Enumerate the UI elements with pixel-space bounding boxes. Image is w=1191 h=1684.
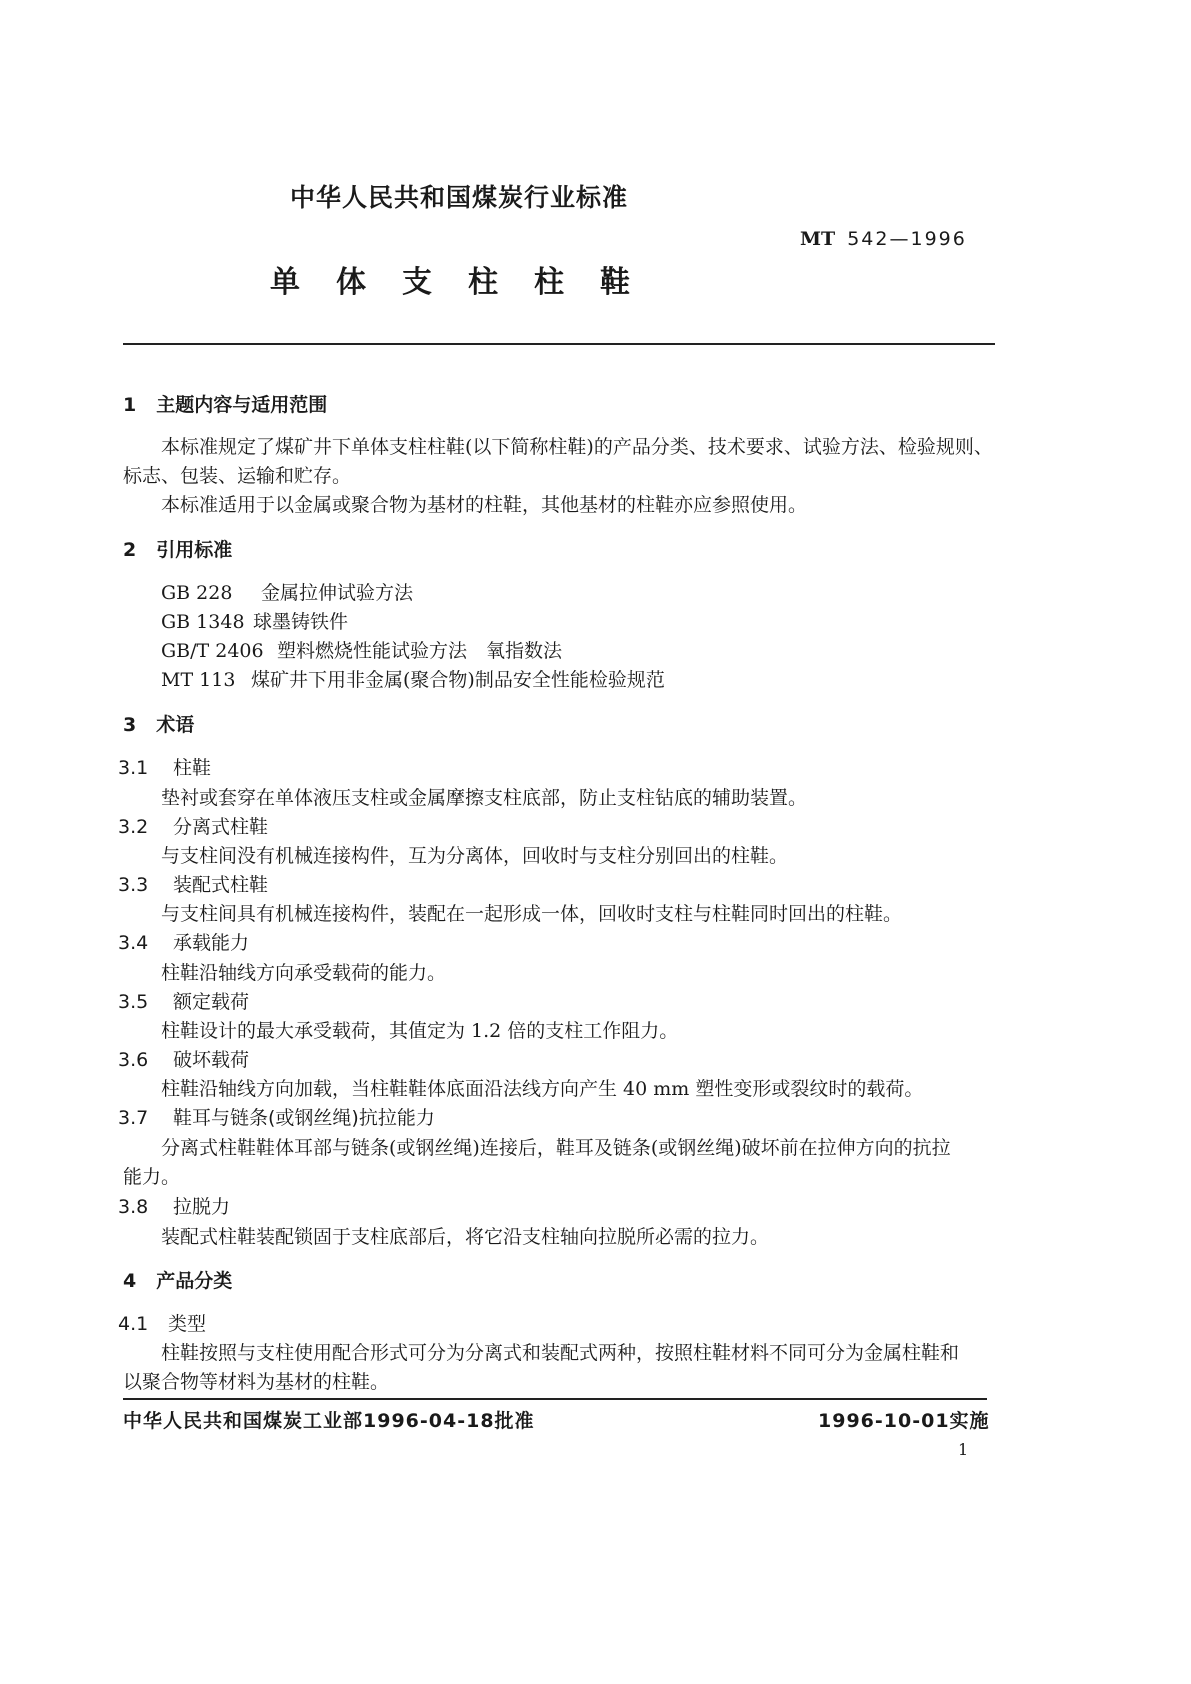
sec1-heading bbox=[123, 392, 327, 418]
std-number: 542—1996 bbox=[847, 228, 967, 250]
page-number: 1 bbox=[958, 1440, 969, 1459]
sec4-line2: 以聚合物等材料为基材的柱鞋。 bbox=[123, 1371, 390, 1393]
sec2-number: 2 bbox=[123, 539, 137, 561]
sec4-heading bbox=[123, 1268, 232, 1294]
ref-code: GB 228 bbox=[161, 582, 233, 604]
subsection-number: 4.1 bbox=[118, 1313, 149, 1335]
ref-item bbox=[161, 638, 562, 664]
sec1-number: 1 bbox=[123, 394, 137, 416]
term-number: 3.2 bbox=[118, 816, 149, 838]
title-char: 单 bbox=[270, 265, 300, 300]
term-heading bbox=[118, 1194, 230, 1220]
sec1-para1-line1: 本标准规定了煤矿井下单体支柱柱鞋(以下简称柱鞋)的产品分类、技术要求、试验方法、检验规则、 bbox=[161, 436, 993, 458]
term-definition: 装配式柱鞋装配锁固于支柱底部后，将它沿支柱轴向拉脱所必需的拉力。 bbox=[161, 1226, 770, 1248]
term-definition: 柱鞋沿轴线方向承受载荷的能力。 bbox=[161, 962, 447, 984]
ref-code: MT 113 bbox=[161, 669, 236, 691]
ref-code: GB/T 2406 bbox=[161, 640, 264, 662]
org-title: 中华人民共和国煤炭行业标准 bbox=[290, 183, 629, 212]
title-char: 支 bbox=[402, 265, 432, 300]
term-number: 3.6 bbox=[118, 1049, 149, 1071]
ref-name: 金属拉伸试验方法 bbox=[261, 582, 414, 604]
term-name: 承载能力 bbox=[173, 932, 250, 954]
term-name: 破坏载荷 bbox=[173, 1049, 250, 1071]
term-number: 3.4 bbox=[118, 932, 149, 954]
term-number: 3.7 bbox=[118, 1107, 149, 1129]
term-heading bbox=[118, 814, 268, 840]
term-name: 装配式柱鞋 bbox=[173, 874, 269, 896]
term-definition: 柱鞋设计的最大承受载荷，其值定为 1.2 倍的支柱工作阻力。 bbox=[161, 1020, 679, 1042]
sec1-title: 主题内容与适用范围 bbox=[156, 394, 328, 416]
term-name: 额定载荷 bbox=[173, 991, 250, 1013]
ref-item bbox=[161, 580, 413, 606]
term-definition: 与支柱间没有机械连接构件，互为分离体，回收时与支柱分别回出的柱鞋。 bbox=[161, 845, 789, 867]
doc-title bbox=[270, 257, 640, 301]
sec2-title: 引用标准 bbox=[156, 539, 233, 561]
title-char: 体 bbox=[336, 265, 366, 300]
footer-rule bbox=[123, 1398, 987, 1400]
subsection-heading bbox=[118, 1311, 206, 1337]
ref-item bbox=[161, 667, 665, 693]
term-heading bbox=[118, 989, 249, 1015]
sec4-number: 4 bbox=[123, 1270, 137, 1292]
std-code bbox=[800, 228, 967, 250]
sec1-para2: 本标准适用于以金属或聚合物为基材的柱鞋，其他基材的柱鞋亦应参照使用。 bbox=[161, 494, 808, 516]
term-number: 3.5 bbox=[118, 991, 149, 1013]
term-name: 鞋耳与链条(或钢丝绳)抗拉能力 bbox=[173, 1107, 435, 1129]
term-heading bbox=[118, 1105, 435, 1131]
sec4-line1: 柱鞋按照与支柱使用配合形式可分为分离式和装配式两种，按照柱鞋材料不同可分为金属柱鞋和 bbox=[161, 1342, 960, 1364]
effective-date: 1996-10-01实施 bbox=[818, 1410, 990, 1432]
ref-name: 塑料燃烧性能试验方法 氧指数法 bbox=[277, 640, 563, 662]
term-definition: 柱鞋沿轴线方向加载，当柱鞋鞋体底面沿法线方向产生 40 mm 塑性变形或裂纹时的载荷。 bbox=[161, 1078, 924, 1100]
title-char: 柱 bbox=[534, 265, 564, 300]
term-heading bbox=[118, 930, 249, 956]
title-char: 鞋 bbox=[600, 265, 630, 300]
term-definition-cont: 能力。 bbox=[123, 1166, 181, 1188]
sec2-heading bbox=[123, 537, 232, 563]
ref-name: 煤矿井下用非金属(聚合物)制品安全性能检验规范 bbox=[251, 669, 665, 691]
sec3-heading bbox=[123, 712, 194, 738]
term-name: 拉脱力 bbox=[173, 1196, 231, 1218]
sec1-para1-line2: 标志、包装、运输和贮存。 bbox=[123, 465, 352, 487]
term-heading bbox=[118, 872, 268, 898]
sec3-number: 3 bbox=[123, 714, 137, 736]
term-number: 3.8 bbox=[118, 1196, 149, 1218]
term-number: 3.1 bbox=[118, 757, 149, 779]
std-prefix: MT bbox=[800, 228, 836, 250]
term-name: 柱鞋 bbox=[173, 757, 212, 779]
term-number: 3.3 bbox=[118, 874, 149, 896]
subsection-title: 类型 bbox=[168, 1313, 207, 1335]
ref-code: GB 1348 bbox=[161, 611, 245, 633]
term-definition: 分离式柱鞋鞋体耳部与链条(或钢丝绳)连接后，鞋耳及链条(或钢丝绳)破坏前在拉伸方向的抗拉 bbox=[161, 1137, 951, 1159]
title-char: 柱 bbox=[468, 265, 498, 300]
ref-name: 球墨铸铁件 bbox=[253, 611, 349, 633]
approval-line: 中华人民共和国煤炭工业部1996-04-18批准 bbox=[123, 1410, 535, 1432]
ref-item bbox=[161, 609, 348, 635]
sec4-title: 产品分类 bbox=[156, 1270, 233, 1292]
term-heading bbox=[118, 1047, 249, 1073]
term-name: 分离式柱鞋 bbox=[173, 816, 269, 838]
header-rule bbox=[123, 343, 995, 345]
term-heading bbox=[118, 755, 211, 781]
sec3-title: 术语 bbox=[156, 714, 195, 736]
term-definition: 与支柱间具有机械连接构件，装配在一起形成一体，回收时支柱与柱鞋同时回出的柱鞋。 bbox=[161, 903, 903, 925]
term-definition: 垫衬或套穿在单体液压支柱或金属摩擦支柱底部，防止支柱钻底的辅助装置。 bbox=[161, 787, 808, 809]
